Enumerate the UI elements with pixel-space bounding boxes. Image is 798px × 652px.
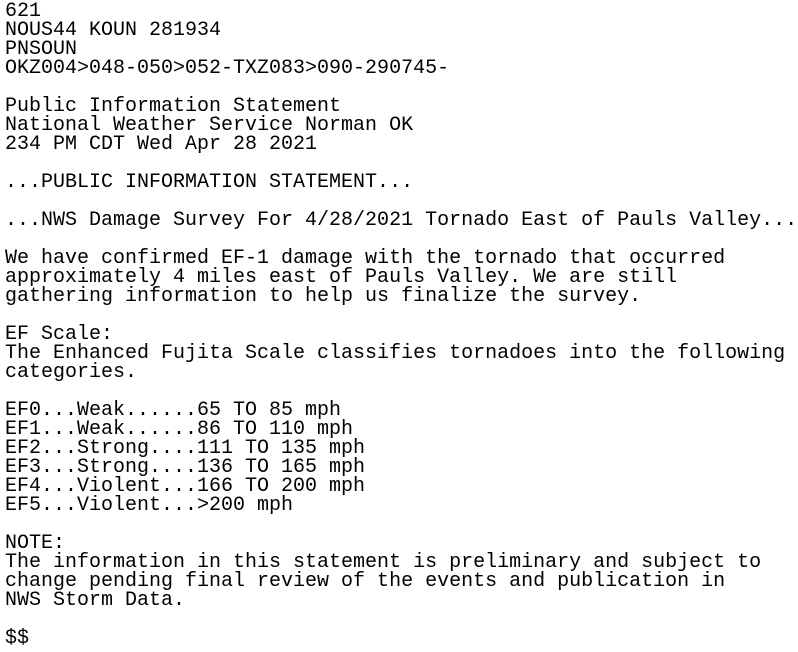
ef-scale-row-ef5: EF5...Violent...>200 mph [5, 494, 294, 517]
blank-line [5, 610, 798, 629]
note-heading: NOTE: [5, 532, 66, 555]
note-line: The information in this statement is preliminary and subject to [5, 551, 762, 574]
body-line: approximately 4 miles east of Pauls Valley. We are still [5, 266, 678, 289]
product-terminator: $$ [5, 627, 30, 650]
survey-headline: ...NWS Damage Survey For 4/28/2021 Tornado East of Pauls Valley... [5, 209, 798, 232]
ef-scale-intro-line: categories. [5, 361, 138, 384]
ef-scale-intro-line: The Enhanced Fujita Scale classifies tornadoes into the following [5, 342, 786, 365]
blank-line [5, 515, 798, 534]
product-name: Public Information Statement [5, 95, 342, 118]
main-headline: ...PUBLIC INFORMATION STATEMENT... [5, 171, 414, 194]
wmo-header: NOUS44 KOUN 281934 [5, 19, 222, 42]
issuance-time: 234 PM CDT Wed Apr 28 2021 [5, 133, 318, 156]
issuing-office: National Weather Service Norman OK [5, 114, 414, 137]
ef-scale-row-ef4: EF4...Violent...166 TO 200 mph [5, 475, 366, 498]
ef-scale-row-ef3: EF3...Strong....136 TO 165 mph [5, 456, 366, 479]
ef-scale-row-ef0: EF0...Weak......65 TO 85 mph [5, 399, 342, 422]
ef-scale-heading: EF Scale: [5, 323, 114, 346]
ugc-zone-line: OKZ004>048-050>052-TXZ083>090-290745- [5, 57, 450, 80]
note-line: change pending final review of the events and publication in [5, 570, 726, 593]
product-sequence-number: 621 [5, 0, 42, 23]
ef-scale-row-ef2: EF2...Strong....111 TO 135 mph [5, 437, 366, 460]
body-line: gathering information to help us finalize the survey. [5, 285, 642, 308]
note-line: NWS Storm Data. [5, 589, 186, 612]
blank-line [5, 306, 798, 325]
ef-scale-row-ef1: EF1...Weak......86 TO 110 mph [5, 418, 354, 441]
awips-id: PNSOUN [5, 38, 78, 61]
body-line: We have confirmed EF-1 damage with the tornado that occurred [5, 247, 726, 270]
